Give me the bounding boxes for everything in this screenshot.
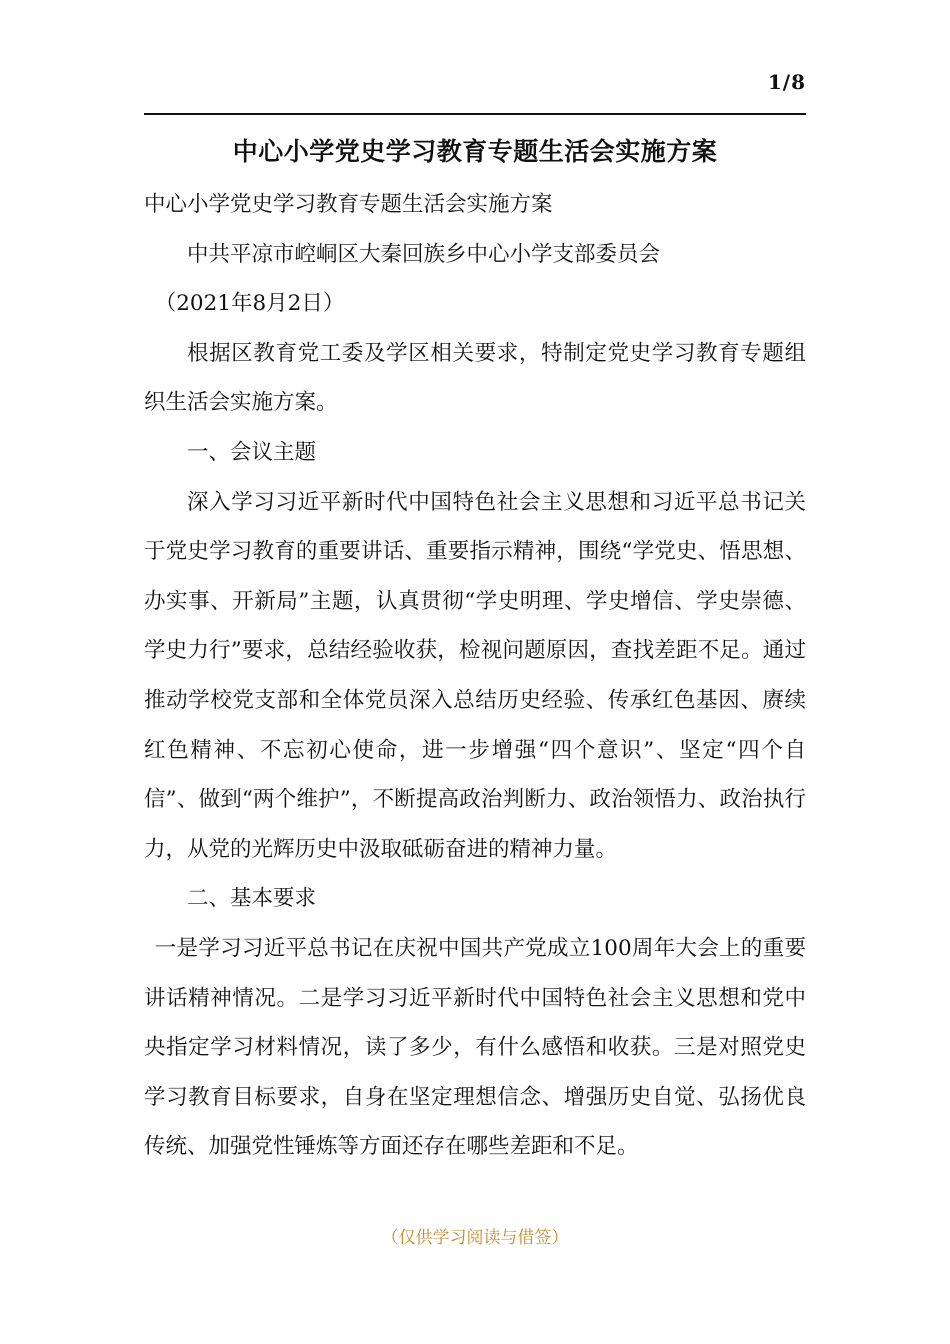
subtitle-paragraph: 中心小学党史学习教育专题生活会实施方案 — [144, 192, 553, 217]
date-paragraph: （2021年8月2日） — [154, 291, 345, 317]
intro-paragraph: 根据区教育党工委及学区相关要求，特制定党史学习教育专题组织生活会实施方案。 — [144, 340, 806, 416]
section-2-paragraph: 一是学习习近平总书记在庆祝中国共产党成立100周年大会上的重要讲话精神情况。二是学习习近平新时代中国特色社会主义思想和党中央指定学习材料情况，读了多少，有什么感悟和收获。三是对照党史学习教育目标要求，自身在坚定理想信念、增强历史自觉、弘扬优良传统、加强党性锤炼等方面还存在哪些差距和不足。 — [144, 935, 806, 1160]
section-heading-1: 一、会议主题 — [187, 439, 317, 465]
page-number: 1/8 — [767, 70, 806, 94]
header-divider — [144, 113, 806, 115]
footer-note: （仅供学习阅读与借签） — [381, 1228, 569, 1248]
document-title: 中心小学党史学习教育专题生活会实施方案 — [232, 137, 718, 166]
section-heading-2: 二、基本要求 — [187, 886, 317, 912]
document-body — [144, 180, 806, 1172]
section-1-paragraph: 深入学习习近平新时代中国特色社会主义思想和习近平总书记关于党史学习教育的重要讲话、重要指示精神，围绕“学党史、悟思想、办实事、开新局”主题，认真贯彻“学史明理、学史增信、学史崇德、学史力行”要求，总结经验收获，检视问题原因，查找差距不足。通过推动学校党支部和全体党员深入总结历史经验、传承红色基因、赓续红色精神、不忘初心使命，进一步增强“四个意识”、坚定“四个自信”、做到“两个维护”，不断提高政治判断力、政治领悟力、政治执行力，从党的光辉历史中汲取砥砺奋进的精神力量。 — [144, 489, 806, 862]
issuer-paragraph: 中共平凉市崆峒区大秦回族乡中心小学支部委员会 — [187, 241, 661, 267]
